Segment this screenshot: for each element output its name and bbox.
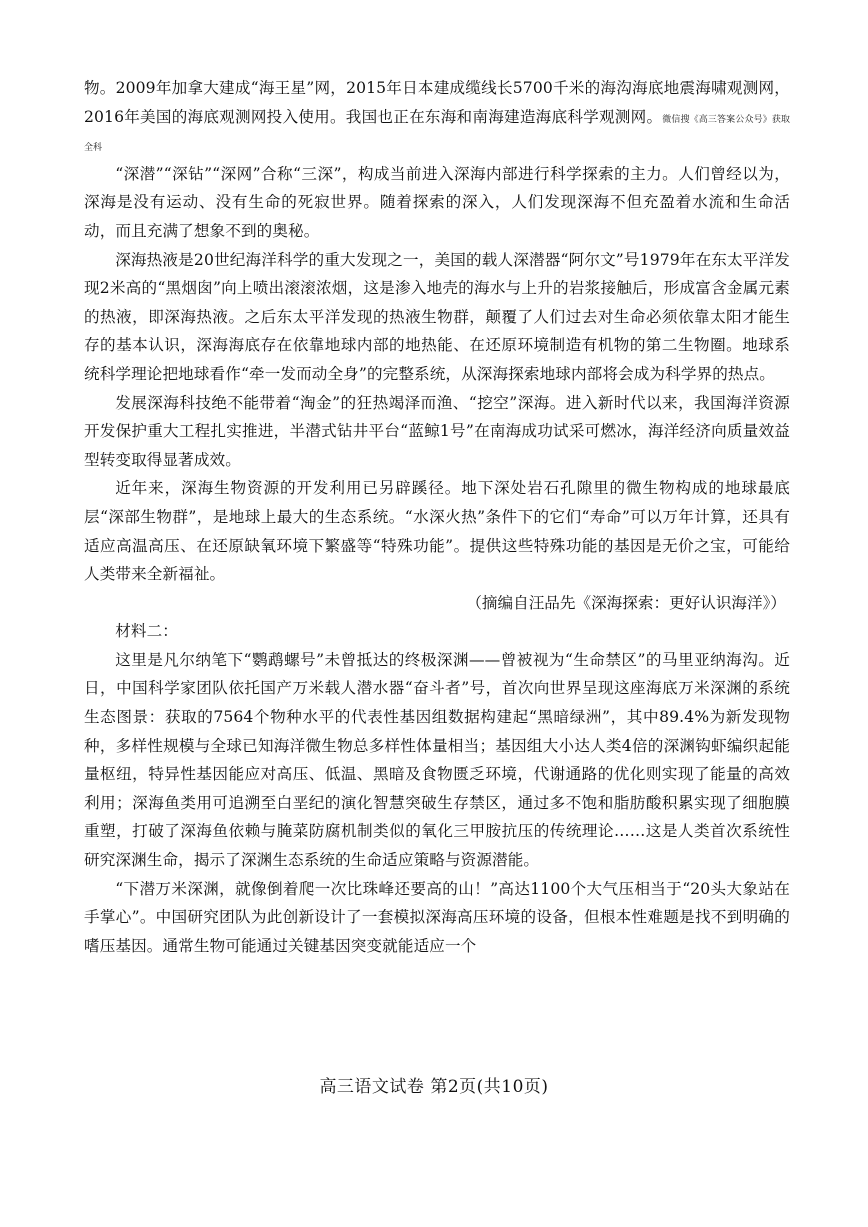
paragraph-deep-dive: “下潜万米深渊，就像倒着爬一次比珠峰还要高的山！”高达1100个大气压相当于“20头大象站在手掌心”。中国研究团队为此创新设计了一套模拟深海高压环境的设备，但根本性难题是找不到明确的嗜压基因。通常生物可能通过关键基因突变就能适应一个 bbox=[84, 879, 790, 955]
paragraph-mariana-trench: 这里是凡尔纳笔下“鹦鹉螺号”未曾抵达的终极深渊——曾被视为“生命禁区”的马里亚纳海沟。近日，中国科学家团队依托国产万米载人潜水器“奋斗者”号，首次向世界呈现这座海底万米深渊的系统生态图景：获取的7564个物种水平的代表性基因组数据构建起“黑暗绿洲”，其中89.4%为新发现物种，多样性规模与全球已知海洋微生物总多样性体量相当；基因组大小达人类4倍的深渊钩虾编织起能量枢纽，特异性基因能应对高压、低温、黑暗及食物匮乏环境，代谢通路的优化则实现了能量的高效利用；深海鱼类用可追溯至白垩纪的演化智慧突破生存禁区，通过多不饱和脂肪酸积累实现了细胞膜重塑，打破了深海鱼依赖与腌菜防腐机制类似的氧化三甲胺抗压的传统理论……这是人类首次系统性研究深渊生命，揭示了深渊生态系统的生命适应策略与资源潜能。 bbox=[84, 650, 790, 870]
watermark-text: 微信搜《高三答案公众号》获取全科 bbox=[84, 114, 790, 154]
source-citation: （摘编自汪品先《深海探索：更好认识海洋》） bbox=[466, 593, 786, 612]
paragraph-hydrothermal: 深海热液是20世纪海洋科学的重大发现之一，美国的载人深潜器“阿尔文”号1979年在东太平洋发现2米高的“黑烟囱”向上喷出滚滚浓烟，这是渗入地壳的海水与上升的岩浆接触后，形成富含金属元素的热液，即深海热液。之后东太平洋发现的热液生物群，颠覆了人们过去对生命必须依靠太阳才能生存的基本认识，深海海底存在依靠地球内部的地热能、在还原环境制造有机物的第二生物圈。地球系统科学理论把地球看作“牵一发而动全身”的完整系统，从深海探索地球内部将会成为科学界的热点。 bbox=[84, 250, 790, 383]
paragraph-continuation bbox=[84, 74, 790, 160]
page-footer: 高三语文试卷 第2页(共10页) bbox=[319, 1077, 549, 1097]
paragraph-text: 物。2009年加拿大建成“海王星”网，2015年日本建成缆线长5700千米的海沟海底地震海啸观测网，2016年美国的海底观测网投入使用。我国也正在东海和南海建造海底科学观测网。 bbox=[84, 79, 790, 126]
paragraph-biological-resources: 近年来，深海生物资源的开发利用已另辟蹊径。地下深处岩石孔隙里的微生物构成的地球最底层“深部生物群”，是地球上最大的生态系统。“水深火热”条件下的它们“寿命”可以万年计算，还具有适应高温高压、在还原缺氧环境下繁盛等“特殊功能”。提供这些特殊功能的基因是无价之宝，可能给人类带来全新福祉。 bbox=[84, 479, 790, 584]
paragraph-development: 发展深海科技绝不能带着“淘金”的狂热竭泽而渔、“挖空”深海。进入新时代以来，我国海洋资源开发保护重大工程扎实推进，半潜式钻井平台“蓝鲸1号”在南海成功试采可燃冰，海洋经济向质量效益型转变取得显著成效。 bbox=[84, 393, 790, 469]
material-two-heading: 材料二： bbox=[115, 622, 178, 641]
paragraph-three-deep: “深潜”“深钻”“深网”合称“三深”，构成当前进入深海内部进行科学探索的主力。人们曾经以为，深海是没有运动、没有生命的死寂世界。随着探索的深入，人们发现深海不但充盈着水流和生命活动，而且充满了想象不到的奥秘。 bbox=[84, 164, 790, 240]
document-body bbox=[84, 74, 790, 960]
